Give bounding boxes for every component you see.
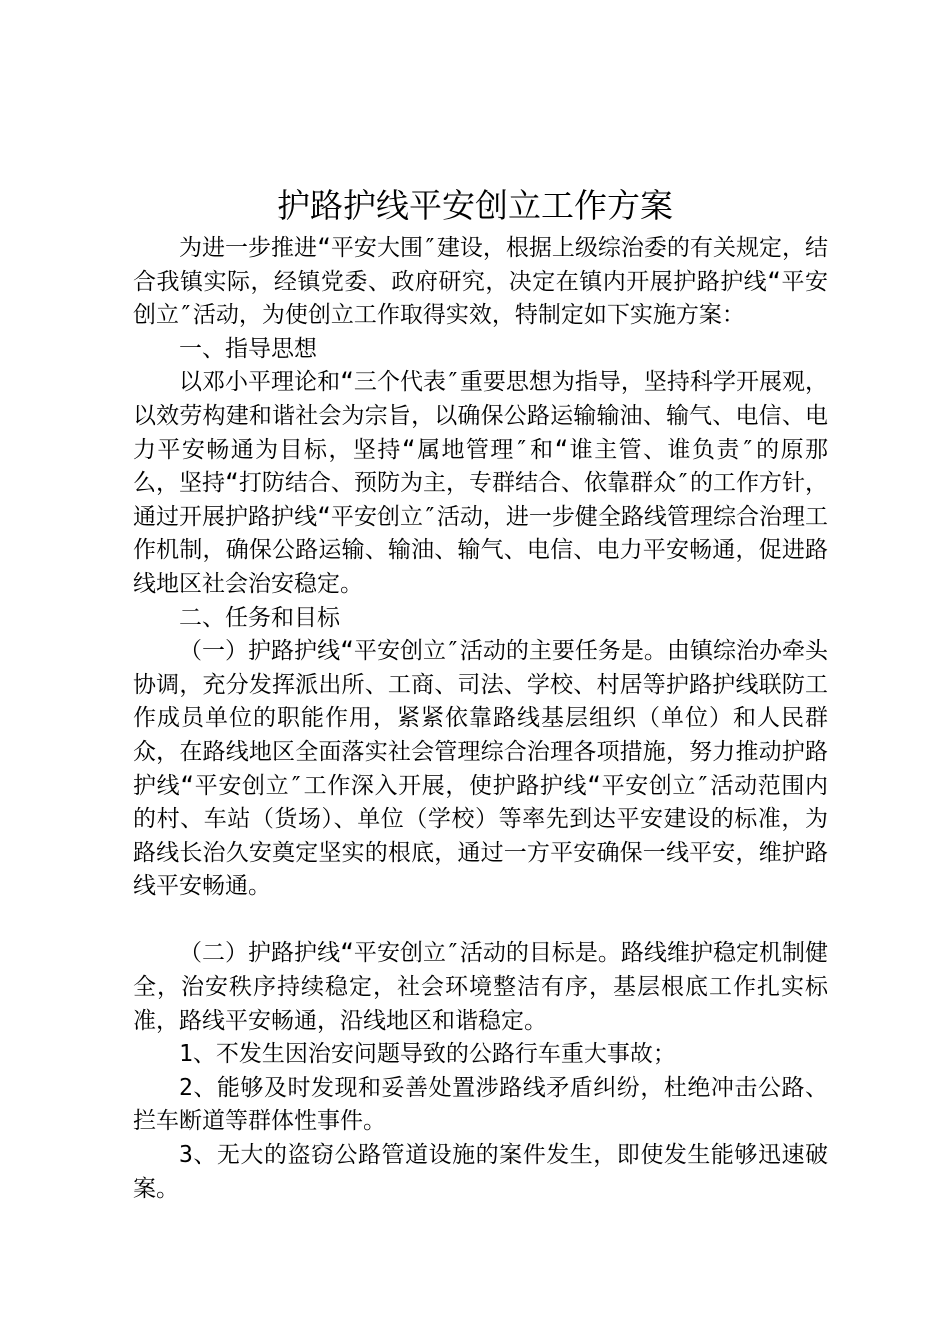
intro-paragraph: 为进一步推进“平安大围″建设，根据上级综治委的有关规定，结合我镇实际，经镇党委、政府研究，决定在镇内开展护路护线“平安创立″活动，为使创立工作取得实效，特制定如下实施方案：	[133, 235, 828, 329]
guiding-thought-paragraph: 以邓小平理论和“三个代表″重要思想为指导，坚持科学开展观，以效劳构建和谐社会为宗旨，以确保公路运输输油、输气、电信、电力平安畅通为目标，坚持“属地管理″和“谁主管、谁负责″的原那么，坚持“打防结合、预防为主，专群结合、依靠群众″的工作方针，通过开展护路护线“平安创立″活动，进一步健全路线管理综合治理工作机制，确保公路运输、输油、输气、电信、电力平安畅通，促进路线地区社会治安稳定。	[133, 369, 828, 597]
document-body	[133, 232, 828, 1206]
goal-item-2: 2、能够及时发现和妥善处置涉路线矛盾纠纷，杜绝冲击公路、拦车断道等群体性事件。	[133, 1074, 828, 1135]
section-heading-tasks-goals: 二、任务和目标	[179, 604, 340, 631]
goal-item-1: 1、不发生因治安问题导致的公路行车重大事故；	[179, 1041, 676, 1068]
section-heading-guiding-thought: 一、指导思想	[179, 335, 317, 362]
goals-paragraph: （二）护路护线“平安创立″活动的目标是。路线维护稳定机制健全，治安秩序持续稳定，社会环境整洁有序，基层根底工作扎实标准，路线平安畅通，沿线地区和谐稳定。	[133, 940, 828, 1034]
goal-item-3: 3、无大的盗窃公路管道设施的案件发生，即使发生能够迅速破案。	[133, 1142, 828, 1202]
document-title: 护路护线平安创立工作方案	[277, 186, 673, 225]
tasks-paragraph: （一）护路护线“平安创立″活动的主要任务是。由镇综治办牵头协调，充分发挥派出所、工商、司法、学校、村居等护路护线联防工作成员单位的职能作用，紧紧依靠路线基层组织（单位）和人民群众，在路线地区全面落实社会管理综合治理各项措施，努力推动护路护线“平安创立″工作深入开展，使护路护线“平安创立″活动范围内的村、车站（货场）、单位（学校）等率先到达平安建设的标准，为路线长治久安奠定坚实的根底，通过一方平安确保一线平安，维护路线平安畅通。	[133, 638, 828, 900]
